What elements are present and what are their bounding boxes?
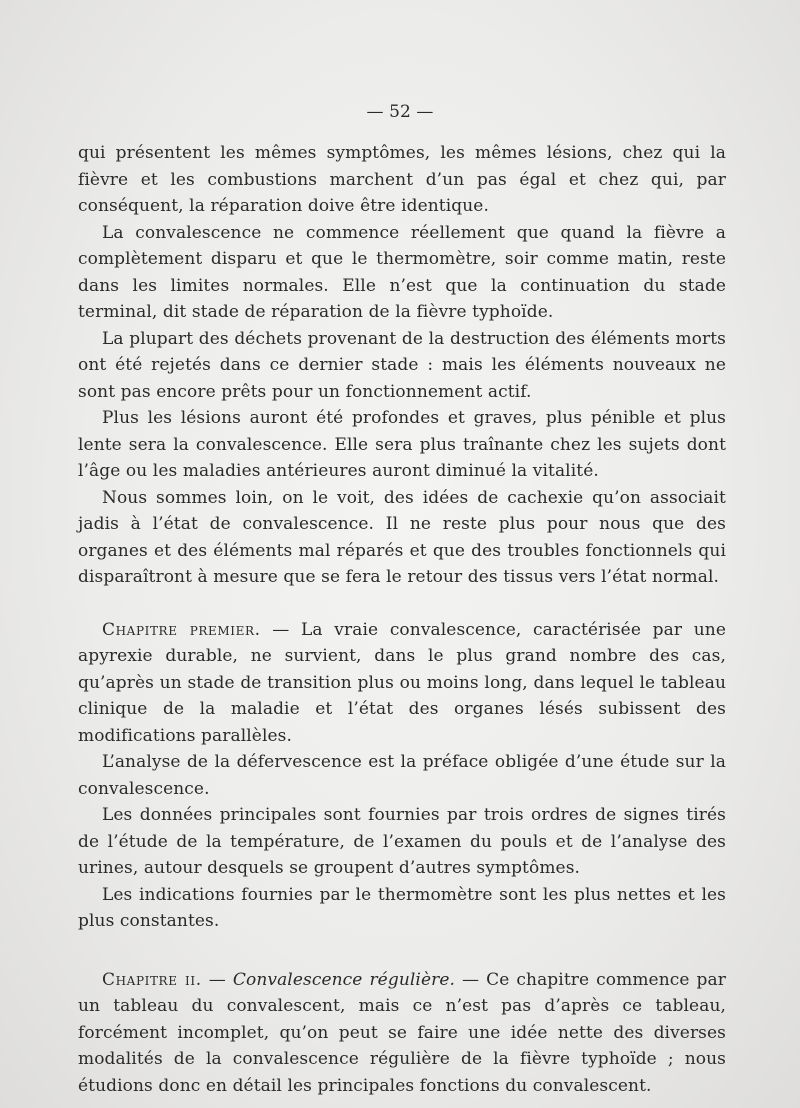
paragraph: Plus les lésions auront été profondes et graves, plus pénible et plus lente sera la convalescence. Elle sera plus traînante chez les sujets dont l’âge ou les maladies antérieures auront diminué la vitalité. bbox=[78, 408, 726, 481]
paragraph: Nous sommes loin, on le voit, des idées de cachexie qu’on associait jadis à l’état de convalescence. Il ne reste plus pour nous que des organes et des éléments mal réparés et que des troubles fonctionnels qui disparaîtront à mesure que se fera le retour des tissus vers l’état normal. bbox=[78, 487, 726, 587]
paragraph: La plupart des déchets provenant de la destruction des éléments morts ont été rejetés dans ce dernier stade : mais les éléments nouveaux ne sont pas encore prêts pour un fonctionnement actif. bbox=[78, 328, 726, 402]
body-text bbox=[78, 140, 726, 1099]
paragraph: L’analyse de la défervescence est la préface obligée d’une étude sur la convalescence. bbox=[78, 752, 726, 799]
chapter-1-text: — La vraie convalescence, caractérisée par une apyrexie durable, ne survient, dans le plus grand nombre des cas, qu’après un stade de transition plus ou moins long, dans lequel le tableau clinique de la maladie et l’état des organes lésés subissent des modifications parallèles. bbox=[78, 619, 726, 746]
page-number: — 52 — bbox=[366, 102, 434, 122]
paragraph: Les indications fournies par le thermomètre sont les plus nettes et les plus constantes. bbox=[78, 884, 726, 931]
chapter-2-text: — Ce chapitre commence par un tableau du convalescent, mais ce n’est pas d’après ce tableau, forcément incomplet, qu’on peut se faire une idée nette des diverses modalités de la convalescence régulière de la fièvre typhoïde ; nous étudions donc en détail les principales fonctions du convalescent. bbox=[78, 969, 726, 1096]
chapter-2-summary bbox=[78, 967, 726, 1100]
chapter-2-label: Chapitre ii. bbox=[102, 969, 202, 990]
paragraph: qui présentent les mêmes symptômes, les mêmes lésions, chez qui la fièvre et les combustions marchent d’un pas égal et chez qui, par conséquent, la réparation doive être identique. bbox=[78, 143, 726, 216]
chapter-1-summary bbox=[78, 617, 726, 750]
chapter-1-label: Chapitre premier. bbox=[102, 619, 261, 640]
paragraph: La convalescence ne commence réellement que quand la fièvre a complètement disparu et que le thermomètre, soir comme matin, reste dans les limites normales. Elle n’est que la continuation du stade terminal, dit stade de réparation de la fièvre typhoïde. bbox=[78, 222, 726, 322]
chapter-2-title: Convalescence régulière. bbox=[232, 969, 455, 990]
chapter-2-dash: — bbox=[201, 969, 233, 990]
paragraph: Les données principales sont fournies par trois ordres de signes tirés de l’étude de la température, de l’examen du pouls et de l’analyse des urines, autour desquels se groupent d’autres symptômes. bbox=[78, 805, 726, 878]
